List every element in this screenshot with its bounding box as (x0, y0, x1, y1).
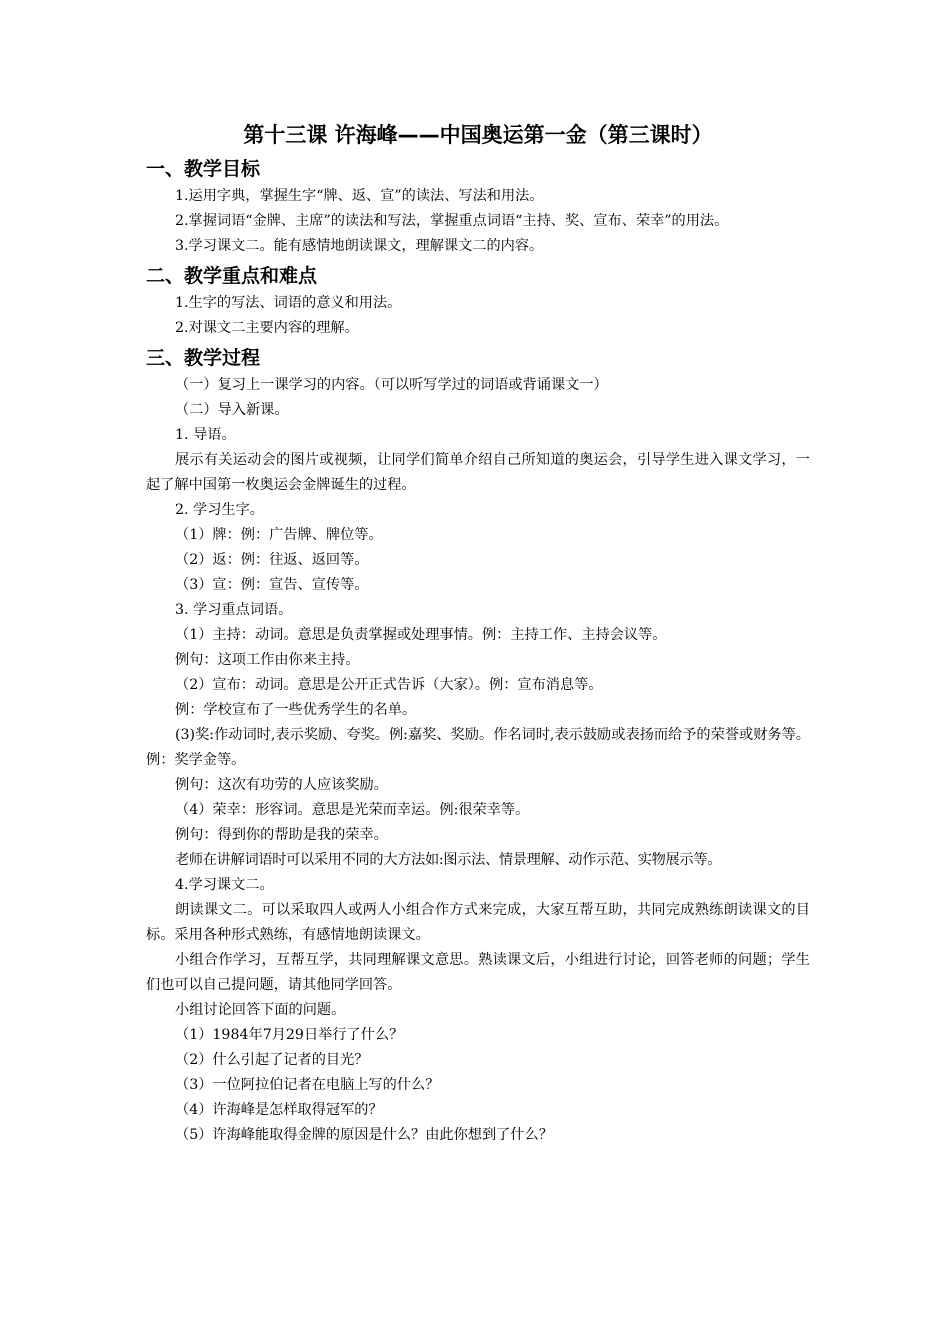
paragraph: （4）许海峰是怎样取得冠军的？ (175, 1102, 383, 1118)
paragraph: （5）许海峰能取得金牌的原因是什么？由此你想到了什么？ (175, 1127, 553, 1143)
section-heading-process: 三、教学过程 (146, 347, 261, 369)
paragraph: 2. 学习生字。 (175, 502, 264, 518)
paragraph: 2.掌握词语“金牌、主席”的读法和写法，掌握重点词语“主持、奖、宣布、荣幸”的用法。 (175, 213, 729, 229)
paragraph: （一）复习上一课学习的内容。（可以听写学过的词语或背诵课文一） (175, 377, 608, 393)
document-page (146, 118, 810, 1148)
paragraph: （4）荣幸：形容词。意思是光荣而幸运。例:很荣幸等。 (175, 802, 530, 818)
paragraph: 例句：这项工作由你来主持。 (175, 652, 360, 668)
paragraph: 例句：得到你的帮助是我的荣幸。 (175, 827, 388, 843)
paragraph: 3.学习课文二。能有感情地朗读课文，理解课文二的内容。 (175, 238, 544, 254)
paragraph: (3)奖:作动词时,表示奖励、夸奖。例:嘉奖、奖励。作名词时,表示鼓励或表扬而给予的荣誉或财务等。例：奖学金等。 (146, 727, 810, 768)
paragraph: （3）宣：例：宣告、宣传等。 (175, 577, 369, 593)
paragraph: 老师在讲解词语时可以采用不同的大方法如:图示法、情景理解、动作示范、实物展示等。 (175, 852, 722, 868)
paragraph: 1.生字的写法、词语的意义和用法。 (175, 295, 402, 311)
paragraph: 4.学习课文二。 (175, 877, 274, 893)
paragraph: 1. 导语。 (175, 427, 236, 443)
paragraph: 小组讨论回答下面的问题。 (175, 1002, 346, 1018)
paragraph: （1）主持：动词。意思是负责掌握或处理事情。例：主持工作、主持会议等。 (175, 627, 667, 643)
paragraph: 例句：这次有功劳的人应该奖励。 (175, 777, 388, 793)
section-heading-objectives: 一、教学目标 (146, 158, 261, 180)
paragraph: （二）导入新课。 (175, 402, 289, 418)
paragraph: 朗读课文二。可以采取四人或两人小组合作方式来完成，大家互帮互助，共同完成熟练朗读课文的目标。采用各种形式熟练，有感情地朗读课文。 (146, 902, 810, 943)
paragraph: 3. 学习重点词语。 (175, 602, 293, 618)
section-heading-key-points: 二、教学重点和难点 (146, 265, 318, 287)
paragraph: 小组合作学习，互帮互学，共同理解课文意思。熟读课文后，小组进行讨论，回答老师的问题；学生们也可以自己提问题，请其他同学回答。 (146, 952, 810, 993)
paragraph: （3）一位阿拉伯记者在电脑上写的什么？ (175, 1077, 440, 1093)
paragraph: （2）什么引起了记者的目光？ (175, 1052, 369, 1068)
paragraph: （2）宣布：动词。意思是公开正式告诉（大家）。例：宣布消息等。 (175, 677, 603, 693)
paragraph: 展示有关运动会的图片或视频，让同学们简单介绍自己所知道的奥运会，引导学生进入课文学习，一起了解中国第一枚奥运会金牌诞生的过程。 (146, 452, 810, 493)
paragraph: 1.运用字典，掌握生字“牌、返、宣”的读法、写法和用法。 (175, 188, 544, 204)
document-title: 第十三课 许海峰——中国奥运第一金（第三课时） (243, 123, 713, 147)
paragraph: （1）1984年7月29日举行了什么？ (175, 1027, 404, 1043)
paragraph: （2）返：例：往返、返回等。 (175, 552, 369, 568)
paragraph: 2.对课文二主要内容的理解。 (175, 320, 359, 336)
paragraph: 例：学校宣布了一些优秀学生的名单。 (175, 702, 417, 718)
paragraph: （1）牌：例：广告牌、牌位等。 (175, 527, 383, 543)
